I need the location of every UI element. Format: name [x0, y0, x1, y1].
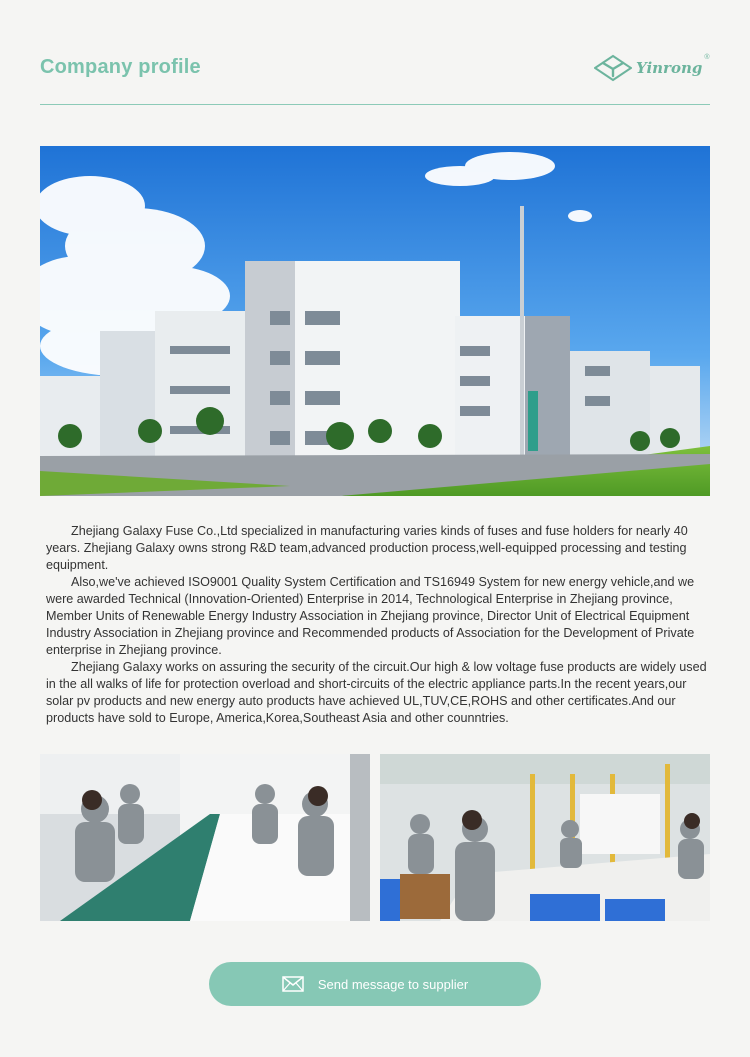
brand-logo: [594, 52, 714, 84]
envelope-icon: [282, 976, 304, 992]
assembly-line-photo: [40, 754, 370, 921]
logo-text: Yinrong: [636, 59, 703, 77]
page-title: Company profile: [40, 56, 201, 78]
paragraph-history: Zhejiang Galaxy Fuse Co.,Ltd specialized in manufacturing varies kinds of fuses and fuse holders for nearly 40 years. Zhejiang Galaxy owns strong R&D team,advanced production process,well-equipped processing and testing equipment.: [46, 524, 688, 572]
send-message-label: Send message to supplier: [317, 976, 469, 992]
company-description: [46, 523, 708, 727]
paragraph-products: Zhejiang Galaxy works on assuring the security of the circuit.Our high & low voltage fuse products are widely used in the all walks of life for protection overload and short-circuits of the electric appliance parts.In the recent years,our solar pv products and new energy auto products have achieved UL,TUV,CE,ROHS and other certificates.And our products have sold to Europe, America,Korea,Southeast Asia and other counntries.: [46, 660, 707, 725]
header-divider: [40, 104, 710, 105]
logo-registered-mark: ®: [704, 54, 710, 61]
paragraph-certifications: Also,we've achieved ISO9001 Quality System Certification and TS16949 System for new energy vehicle,and we were awarded Technical (Innovation-Oriented) Enterprise in 2014, Technological Enterprise in Zhejiang province, Member Units of Renewable Energy Industry Association in Zhejiang province, Director Unit of Electrical Equipment Industry Association in Zhejiang province and Recommended products of Association for the Development of Private enterprise in Zhejiang province.: [46, 575, 695, 657]
send-message-button[interactable]: [209, 962, 541, 1006]
hero-factory-image: [40, 146, 710, 496]
yinrong-logo-icon: [594, 54, 632, 82]
workshop-photo: [380, 754, 710, 921]
